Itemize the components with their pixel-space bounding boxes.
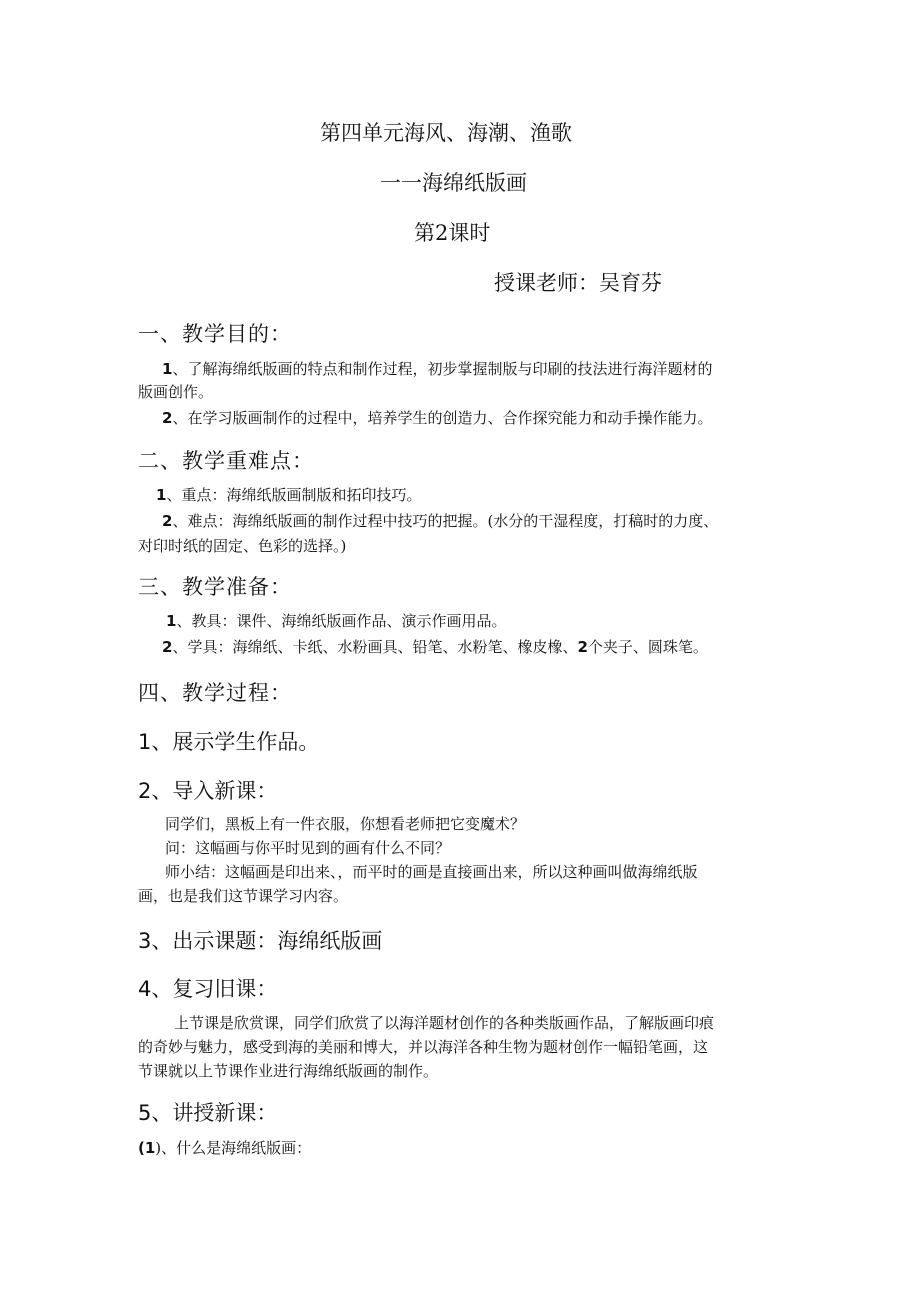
item-number: 2 [162,512,173,530]
step-number: 1 [138,730,152,754]
step-2-line-4: 画，也是我们这节课学习内容。 [138,887,349,905]
item-text: 个夹子、圆珠笔。 [587,638,708,656]
step-3-heading [138,925,382,955]
item-number: 1 [156,486,167,504]
step-2-line-3: 师小结：这幅画是印出来、，而平时的画是直接画出来，所以这种画叫做海绵纸版 [165,863,698,881]
item-text: 、在学习版画制作的过程中，培养学生的创造力、合作探究能力和动手操作能力。 [172,409,713,427]
section-heading-key-points: 二、教学重难点： [138,449,314,473]
key-point-item-2-cont: 对印时纸的固定、色彩的选择。) [138,537,347,555]
key-point-item-1 [156,484,421,507]
item-text: 、教具：课件、海绵纸版画作品、演示作画用品。 [176,612,507,630]
lesson-label: 第2课时 [414,221,491,245]
step-label: 、复习旧课： [151,977,278,1001]
item-number: 2 [162,409,173,427]
item-text: 、难点：海绵纸版画的制作过程中技巧的把握。(水分的干湿程度，打稿时的力度、 [172,512,719,530]
item-text: 、学具：海绵纸、卡纸、水粉画具、铅笔、水粉笔、橡皮橡、 [172,638,578,656]
item-text: 、了解海绵纸版画的特点和制作过程，初步掌握制版与印刷的技法进行海洋题材的 [172,360,713,378]
section-heading-process: 四、教学过程： [138,681,292,705]
step-4-line-1: 上节课是欣赏课，同学们欣赏了以海洋题材创作的各种类版画作品，了解版画印痕 [174,1014,715,1032]
preparation-item-2 [162,636,708,659]
step-4-line-2: 的奇妙与魅力，感受到海的美丽和博大，并以海洋各种生物为题材创作一幅铅笔画，这 [138,1038,709,1056]
step-4-heading [138,973,277,1003]
teacher-label: 授课老师：吴育芬 [494,271,662,295]
title-line-1: 第四单元海风、海潮、渔歌 [320,121,572,145]
item-number: 2 [162,638,173,656]
title-line-2: 一一海绵纸版画 [380,171,527,195]
objective-item-1-cont: 版画创作。 [138,383,214,401]
step-2-line-2: 问：这幅画与你平时见到的画有什么不同？ [165,839,451,857]
objective-item-1 [162,358,712,381]
section-heading-preparation: 三、教学准备： [138,575,292,599]
step-4-line-3: 节课就以上节课作业进行海绵纸版画的制作。 [138,1062,439,1080]
item-number-inline: 2 [577,638,588,656]
step-label: 、讲授新课： [151,1101,278,1125]
preparation-item-1 [166,610,506,633]
section-heading-objectives: 一、教学目的： [138,322,292,346]
key-point-item-2 [162,510,718,533]
step-5-heading [138,1097,277,1127]
item-number: 1 [166,612,177,630]
step-number: 3 [138,929,152,953]
step-number: 5 [138,1101,152,1125]
step-2-line-1: 同学们，黑板上有一件衣服，你想看老师把它变魔术？ [165,815,526,833]
step-label: 、导入新课： [151,779,278,803]
step-1-heading [138,726,319,756]
step-number: 4 [138,977,152,1001]
step-number: 2 [138,779,152,803]
subitem-number: (1 [138,1139,156,1157]
step-label: 、出示课题：海绵纸版画 [151,929,383,953]
objective-item-2 [162,407,712,430]
step-label: 、展示学生作品。 [151,730,320,754]
step-2-heading [138,775,277,805]
step-5-subitem-1 [138,1137,311,1160]
subitem-text: )、什么是海绵纸版画： [155,1139,312,1157]
item-text: 、重点：海绵纸版画制版和拓印技巧。 [166,486,422,504]
item-number: 1 [162,360,173,378]
